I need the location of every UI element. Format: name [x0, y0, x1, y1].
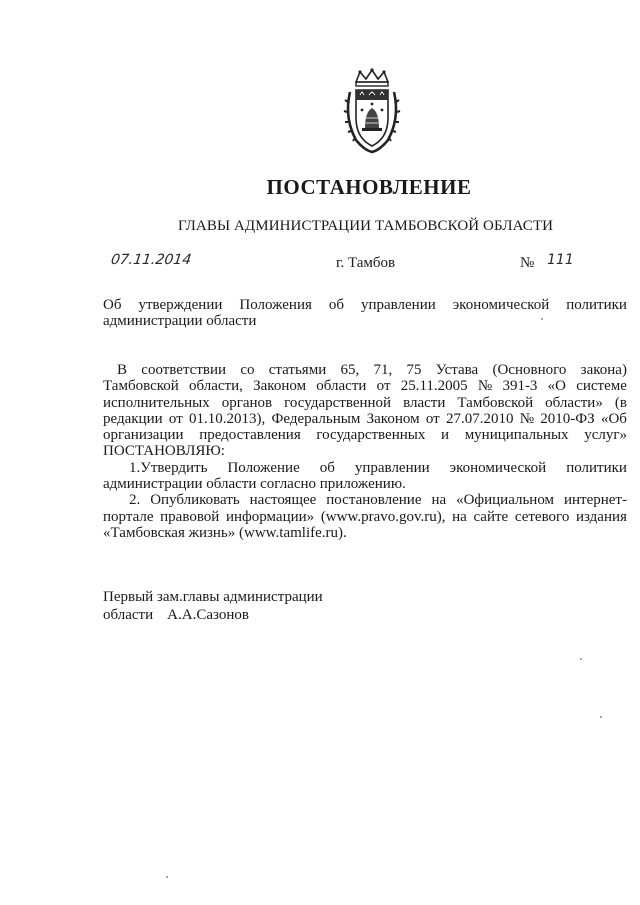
word: 25.11.2005: [400, 378, 468, 395]
subject-line-2: администрации области: [103, 313, 257, 329]
word: со: [240, 362, 255, 378]
body-paragraph-1-line-4: [103, 411, 627, 427]
word: от: [168, 410, 183, 427]
word: системе: [576, 378, 627, 395]
word: постановление: [326, 492, 422, 509]
word: исполнительных: [103, 394, 210, 411]
word: соответствии: [141, 362, 227, 378]
body-item-2-line-2: [103, 509, 627, 525]
signature-position: Первый зам.главы администрации: [103, 589, 323, 605]
document-subject: [103, 297, 627, 329]
word: №: [519, 410, 535, 427]
scan-speck: [541, 318, 543, 320]
word: 1.Утвердить: [129, 459, 208, 476]
signature-position-line-2: области: [103, 607, 154, 623]
word: 71,: [373, 362, 393, 378]
word: на: [431, 492, 447, 509]
word: 27.07.2010: [445, 410, 514, 427]
word: области: [316, 378, 367, 395]
signature-block: [103, 588, 323, 624]
word: государственных: [316, 427, 426, 444]
word: издания: [575, 508, 627, 525]
word: статьями: [268, 362, 327, 378]
word: 01.10.2013),: [189, 410, 266, 427]
word: услуг»: [584, 427, 627, 444]
scan-speck: [166, 876, 168, 878]
signature-line-2: [103, 606, 323, 624]
body-item-2-line-1: [103, 492, 627, 508]
word: Об: [103, 297, 122, 313]
word: 65,: [340, 362, 360, 378]
word: Тамбовской: [457, 394, 534, 411]
word: настоящее: [249, 492, 317, 509]
word: власти: [403, 394, 446, 411]
word: управлении: [354, 459, 430, 476]
word: органов: [221, 394, 273, 411]
number-label: №: [520, 255, 535, 271]
word: об: [319, 459, 335, 476]
word: организации: [103, 427, 184, 444]
word: от: [376, 378, 391, 395]
document-body: [103, 362, 627, 541]
word: портале: [103, 508, 154, 525]
word: 391-3: [502, 378, 538, 395]
word: политики: [566, 297, 627, 313]
word: Федеральным: [271, 410, 361, 427]
body-item-1-line-2: администрации области согласно приложению.: [103, 476, 406, 493]
word: интернет-: [563, 492, 627, 509]
word: государственной: [284, 394, 392, 411]
word: Законом: [253, 378, 307, 395]
word: (Основного: [492, 362, 567, 378]
word: В: [117, 362, 128, 378]
word: экономической: [449, 459, 547, 476]
word: (www.pravo.gov.ru),: [320, 508, 446, 525]
word: №: [477, 378, 493, 395]
word: 2010-ФЗ: [540, 410, 595, 427]
body-paragraph-1-line-2: [103, 378, 627, 394]
word: 75: [406, 362, 422, 378]
word: об: [328, 297, 344, 313]
scan-speck: [580, 658, 582, 660]
body-paragraph-1-line-5: [103, 427, 627, 443]
handwritten-number: 111: [547, 252, 574, 268]
word: Устава: [435, 362, 479, 378]
document-subtitle: ГЛАВЫ АДМИНИСТРАЦИИ ТАМБОВСКОЙ ОБЛАСТИ: [178, 218, 554, 234]
word: предоставления: [199, 427, 301, 444]
document-title: ПОСТАНОВЛЕНИЕ: [266, 175, 472, 199]
word: правовой: [160, 508, 220, 525]
city-label: г. Тамбов: [336, 255, 396, 271]
body-item-1-line-1: [103, 460, 627, 476]
tambov-coat-of-arms-icon: [342, 68, 402, 154]
word: на: [452, 508, 467, 525]
word: Положения: [239, 297, 312, 313]
body-item-2-line-3: «Тамбовская жизнь» (www.tamlife.ru).: [103, 524, 347, 541]
word: муниципальных: [464, 427, 569, 444]
subject-line-1: [103, 297, 627, 313]
word: утверждении: [138, 297, 223, 313]
scan-speck: [600, 716, 602, 718]
word: «Об: [600, 410, 627, 427]
word: сетевого: [514, 508, 570, 525]
word: «Официальном: [456, 492, 555, 509]
word: (в: [614, 394, 627, 411]
handwritten-date: 07.11.2014: [109, 252, 193, 268]
word: и: [441, 427, 450, 444]
body-paragraph-1-line-3: [103, 395, 627, 411]
word: Положение: [227, 459, 300, 476]
word: от: [425, 410, 440, 427]
word: 2.: [129, 492, 141, 509]
word: Законом: [366, 410, 420, 427]
word: области»: [545, 394, 603, 411]
word: «О: [547, 378, 566, 395]
word: Опубликовать: [150, 492, 240, 509]
body-paragraph-1-line-1: [103, 362, 627, 378]
word: области,: [189, 378, 243, 395]
word: редакции: [103, 410, 163, 427]
word: информации»: [225, 508, 315, 525]
word: сайте: [473, 508, 509, 525]
signature-name: А.А.Сазонов: [167, 607, 249, 623]
word: закона): [580, 362, 627, 378]
word: экономической: [452, 297, 550, 313]
word: управлении: [360, 297, 436, 313]
word: Тамбовской: [103, 378, 179, 395]
body-resolve-word: ПОСТАНОВЛЯЮ:: [103, 443, 225, 460]
word: политики: [566, 459, 627, 476]
